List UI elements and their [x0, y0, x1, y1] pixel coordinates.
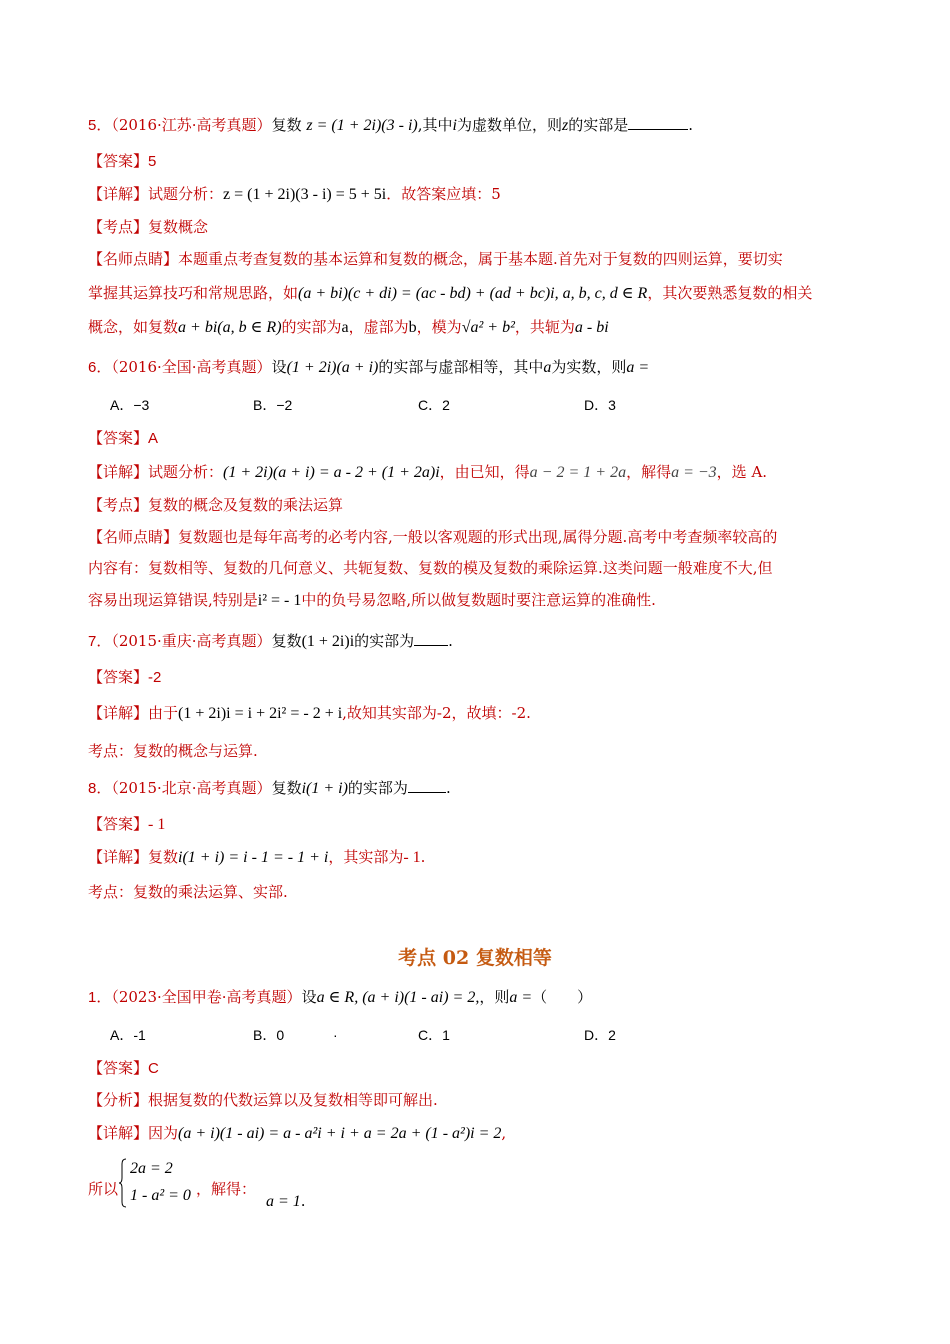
teacher-text: 容易出现运算错误,特别是: [88, 591, 258, 609]
point-text: 复数概念: [148, 218, 209, 236]
math-formula: a − 2 = 1 + 2a: [529, 464, 627, 481]
question-number: 5．: [88, 117, 112, 134]
answer-value: A: [148, 430, 159, 447]
answer-line: [88, 813, 165, 836]
stem-text: 的实部与虚部相等，其中: [378, 358, 544, 376]
stem-text: ,其中: [417, 116, 453, 134]
math-formula: a =: [626, 359, 650, 376]
detail-line: [88, 1122, 506, 1145]
answer-blank: [628, 115, 688, 130]
question-number: 1．: [88, 989, 112, 1006]
detail-text: 因为: [148, 1124, 179, 1142]
stem-text: 复数: [271, 779, 302, 797]
detail-line: [88, 846, 425, 869]
detail-text: ，解得: [626, 463, 672, 481]
stem-text: 为实数，则: [551, 358, 627, 376]
analysis-text: 根据复数的代数运算以及复数相等即可解出.: [148, 1091, 438, 1109]
section-title: 考点 02 复数相等: [398, 947, 552, 969]
math-formula: (a + i)(1 - ai) = a - a²i + i + a = 2a + (1 - a²)i = 2: [178, 1125, 502, 1142]
answer-line: [88, 666, 161, 689]
detail-text: 由于: [148, 704, 179, 722]
s2q1-stem: [88, 986, 592, 1009]
answer-blank: [408, 778, 446, 793]
option-a[interactable]: A．-1: [110, 1027, 146, 1043]
detail-text: .: [420, 848, 426, 866]
stem-text: ，则: [479, 988, 510, 1006]
math-var: b: [408, 319, 417, 336]
result-line: [266, 1190, 306, 1213]
math-formula: (1 + 2i)(a + i): [286, 359, 379, 376]
option-d[interactable]: D．3: [584, 397, 616, 413]
answer-tag: 【答案】: [88, 152, 149, 170]
math-formula: a - bi: [574, 319, 609, 336]
answer-value: C: [148, 1060, 159, 1077]
detail-text: 试题分析：: [148, 185, 224, 203]
stem-text: .: [445, 779, 451, 797]
math-formula: i(1 + i): [301, 780, 348, 797]
math-formula: z = (1 + 2i)(3 - i) = 5 + 5i: [223, 186, 387, 203]
math-formula: (a + bi)(c + di) = (ac - bd) + (ad + bc)i, a, b, c, d ∈ R: [298, 285, 648, 302]
q8-stem: [88, 777, 451, 800]
stem-text: .: [300, 1192, 306, 1210]
math-var: a: [543, 359, 552, 376]
question-number: 7．: [88, 633, 112, 650]
teacher-text: ，虚部为: [348, 318, 409, 336]
answer-value: - 1: [148, 816, 166, 833]
question-source: （2023·全国甲卷·高考真题）: [111, 988, 302, 1006]
solve-label: ，解得：: [196, 1180, 257, 1198]
point-line: 考点：复数的概念与运算.: [88, 742, 258, 760]
stem-text: 复数: [271, 116, 302, 134]
detail-tag: 【详解】: [88, 463, 149, 481]
answer-line: [88, 1057, 159, 1080]
math-formula: (1 + 2i)i = i + 2i² = - 2 + i: [178, 705, 343, 722]
stray-dot: ·: [333, 1027, 338, 1043]
math-value: - 1: [403, 849, 421, 866]
stem-text: 设: [271, 358, 287, 376]
answer-tag: 【答案】: [88, 429, 149, 447]
teacher-note-line: [88, 316, 609, 339]
teacher-note-line: [88, 282, 812, 305]
math-formula: a = 1: [266, 1193, 301, 1210]
teacher-text: 的实部为: [281, 318, 342, 336]
teacher-text: 本题重点考查复数的基本运算和复数的概念，属于基本题.首先对于复数的四则运算，要切实: [178, 250, 783, 268]
math-formula: a = −3: [671, 464, 717, 481]
point-tag: 【考点】: [88, 218, 149, 236]
point-tag: 【考点】: [88, 496, 149, 514]
stem-text: （ ）: [532, 988, 593, 1006]
system-eq-2: 1 - a² = 0: [130, 1187, 191, 1204]
detail-line: [88, 461, 767, 484]
answer-line: [88, 427, 158, 450]
teacher-text: ，共轭为: [514, 318, 575, 336]
point-text: 复数的概念及复数的乘法运算: [148, 496, 344, 514]
detail-line: [88, 702, 531, 725]
detail-text: ，由已知，得: [439, 463, 530, 481]
math-formula: √a² + b²: [461, 319, 515, 336]
answer-tag: 【答案】: [88, 1059, 149, 1077]
detail-tag: 【详解】: [88, 704, 149, 722]
option-c[interactable]: C．1: [418, 1027, 450, 1043]
math-var: a: [341, 319, 349, 336]
q6-stem: [88, 356, 649, 379]
teacher-note-line: [88, 526, 777, 548]
detail-text: ，选 A.: [716, 463, 768, 481]
answer-tag: 【答案】: [88, 668, 149, 686]
analysis-tag: 【分析】: [88, 1091, 149, 1109]
stem-text: 的实部为: [354, 632, 415, 650]
point-line: [88, 216, 208, 238]
system-eq-1: 2a = 2: [130, 1160, 173, 1177]
stem-text: 设: [301, 988, 317, 1006]
option-a[interactable]: A．−3: [110, 397, 150, 413]
stem-text: 复数: [271, 632, 302, 650]
teacher-text: 复数题也是每年高考的必考内容,一般以客观题的形式出现,属得分题.高考中考查频率较高的: [178, 528, 778, 546]
question-source: （2016·江苏·高考真题）: [111, 116, 272, 134]
math-formula: i² = - 1: [257, 592, 302, 609]
stem-text: 的实部为: [347, 779, 408, 797]
point-line: 考点：复数的乘法运算、实部.: [88, 883, 288, 901]
teacher-text: ，模为: [416, 318, 462, 336]
detail-tag: 【详解】: [88, 1124, 149, 1142]
so-label: 所以: [88, 1180, 119, 1198]
question-source: （2015·北京·高考真题）: [111, 779, 272, 797]
answer-tag: 【答案】: [88, 815, 149, 833]
stem-text: 的实部是: [568, 116, 629, 134]
teacher-text: 概念，如复数: [88, 318, 179, 336]
math-formula: a ∈ R, (a + i)(1 - ai) = 2,: [316, 989, 480, 1006]
teacher-text: 掌握其运算技巧和常规思路，如: [88, 284, 299, 302]
detail-tag: 【详解】: [88, 185, 149, 203]
option-d[interactable]: D．2: [584, 1027, 616, 1043]
detail-text: 复数: [148, 848, 179, 866]
option-b[interactable]: B．0: [253, 1027, 285, 1043]
teacher-tag: 【名师点睛】: [88, 528, 179, 546]
math-formula: i(1 + i) = i - 1 = - 1 + i: [178, 849, 329, 866]
math-formula: (1 + 2i)i: [301, 633, 355, 650]
math-formula: (1 + 2i)(a + i) = a - 2 + (1 + 2a)i: [223, 464, 440, 481]
math-var: i: [452, 117, 457, 134]
detail-text: ,故知其实部为-2，故填：-2.: [342, 704, 531, 722]
question-number: 6．: [88, 359, 112, 376]
math-formula: a =: [509, 989, 533, 1006]
detail-text: 试题分析：: [148, 463, 224, 481]
answer-line: [88, 150, 156, 173]
detail-tag: 【详解】: [88, 848, 149, 866]
q5-stem: [88, 114, 693, 137]
option-b[interactable]: B．−2: [253, 397, 293, 413]
teacher-text: 中的负号易忽略,所以做复数题时要注意运算的准确性.: [301, 591, 656, 609]
teacher-note-line: [88, 589, 656, 612]
answer-blank: [414, 631, 448, 646]
detail-text: ,: [501, 1124, 507, 1142]
stem-text: .: [688, 116, 693, 134]
question-source: （2015·重庆·高考真题）: [111, 632, 272, 650]
q7-stem: [88, 630, 453, 653]
teacher-note-line: [88, 248, 783, 270]
detail-line: [88, 183, 501, 206]
math-var: z: [561, 117, 569, 134]
detail-text: ．故答案应填：5: [386, 185, 501, 203]
stem-text: 为虚数单位，则: [456, 116, 562, 134]
answer-value: 5: [148, 153, 157, 170]
system-brace: [119, 1158, 127, 1208]
teacher-tag: 【名师点睛】: [88, 250, 179, 268]
point-line: [88, 494, 343, 516]
teacher-text: ，其次要熟悉复数的相关: [647, 284, 813, 302]
question-number: 8．: [88, 780, 112, 797]
answer-value: -2: [148, 669, 162, 686]
analysis-line: [88, 1089, 438, 1111]
math-formula: a + bi(a, b ∈ R): [178, 319, 282, 336]
teacher-note-line: 内容有：复数相等、复数的几何意义、共轭复数、复数的模及复数的乘除运算.这类问题一般难度不大,但: [88, 559, 773, 577]
math-formula: z = (1 + 2i)(3 - i): [306, 117, 418, 134]
detail-text: ，其实部为: [328, 848, 404, 866]
question-source: （2016·全国·高考真题）: [111, 358, 272, 376]
stem-text: .: [448, 632, 453, 650]
option-c[interactable]: C．2: [418, 397, 450, 413]
